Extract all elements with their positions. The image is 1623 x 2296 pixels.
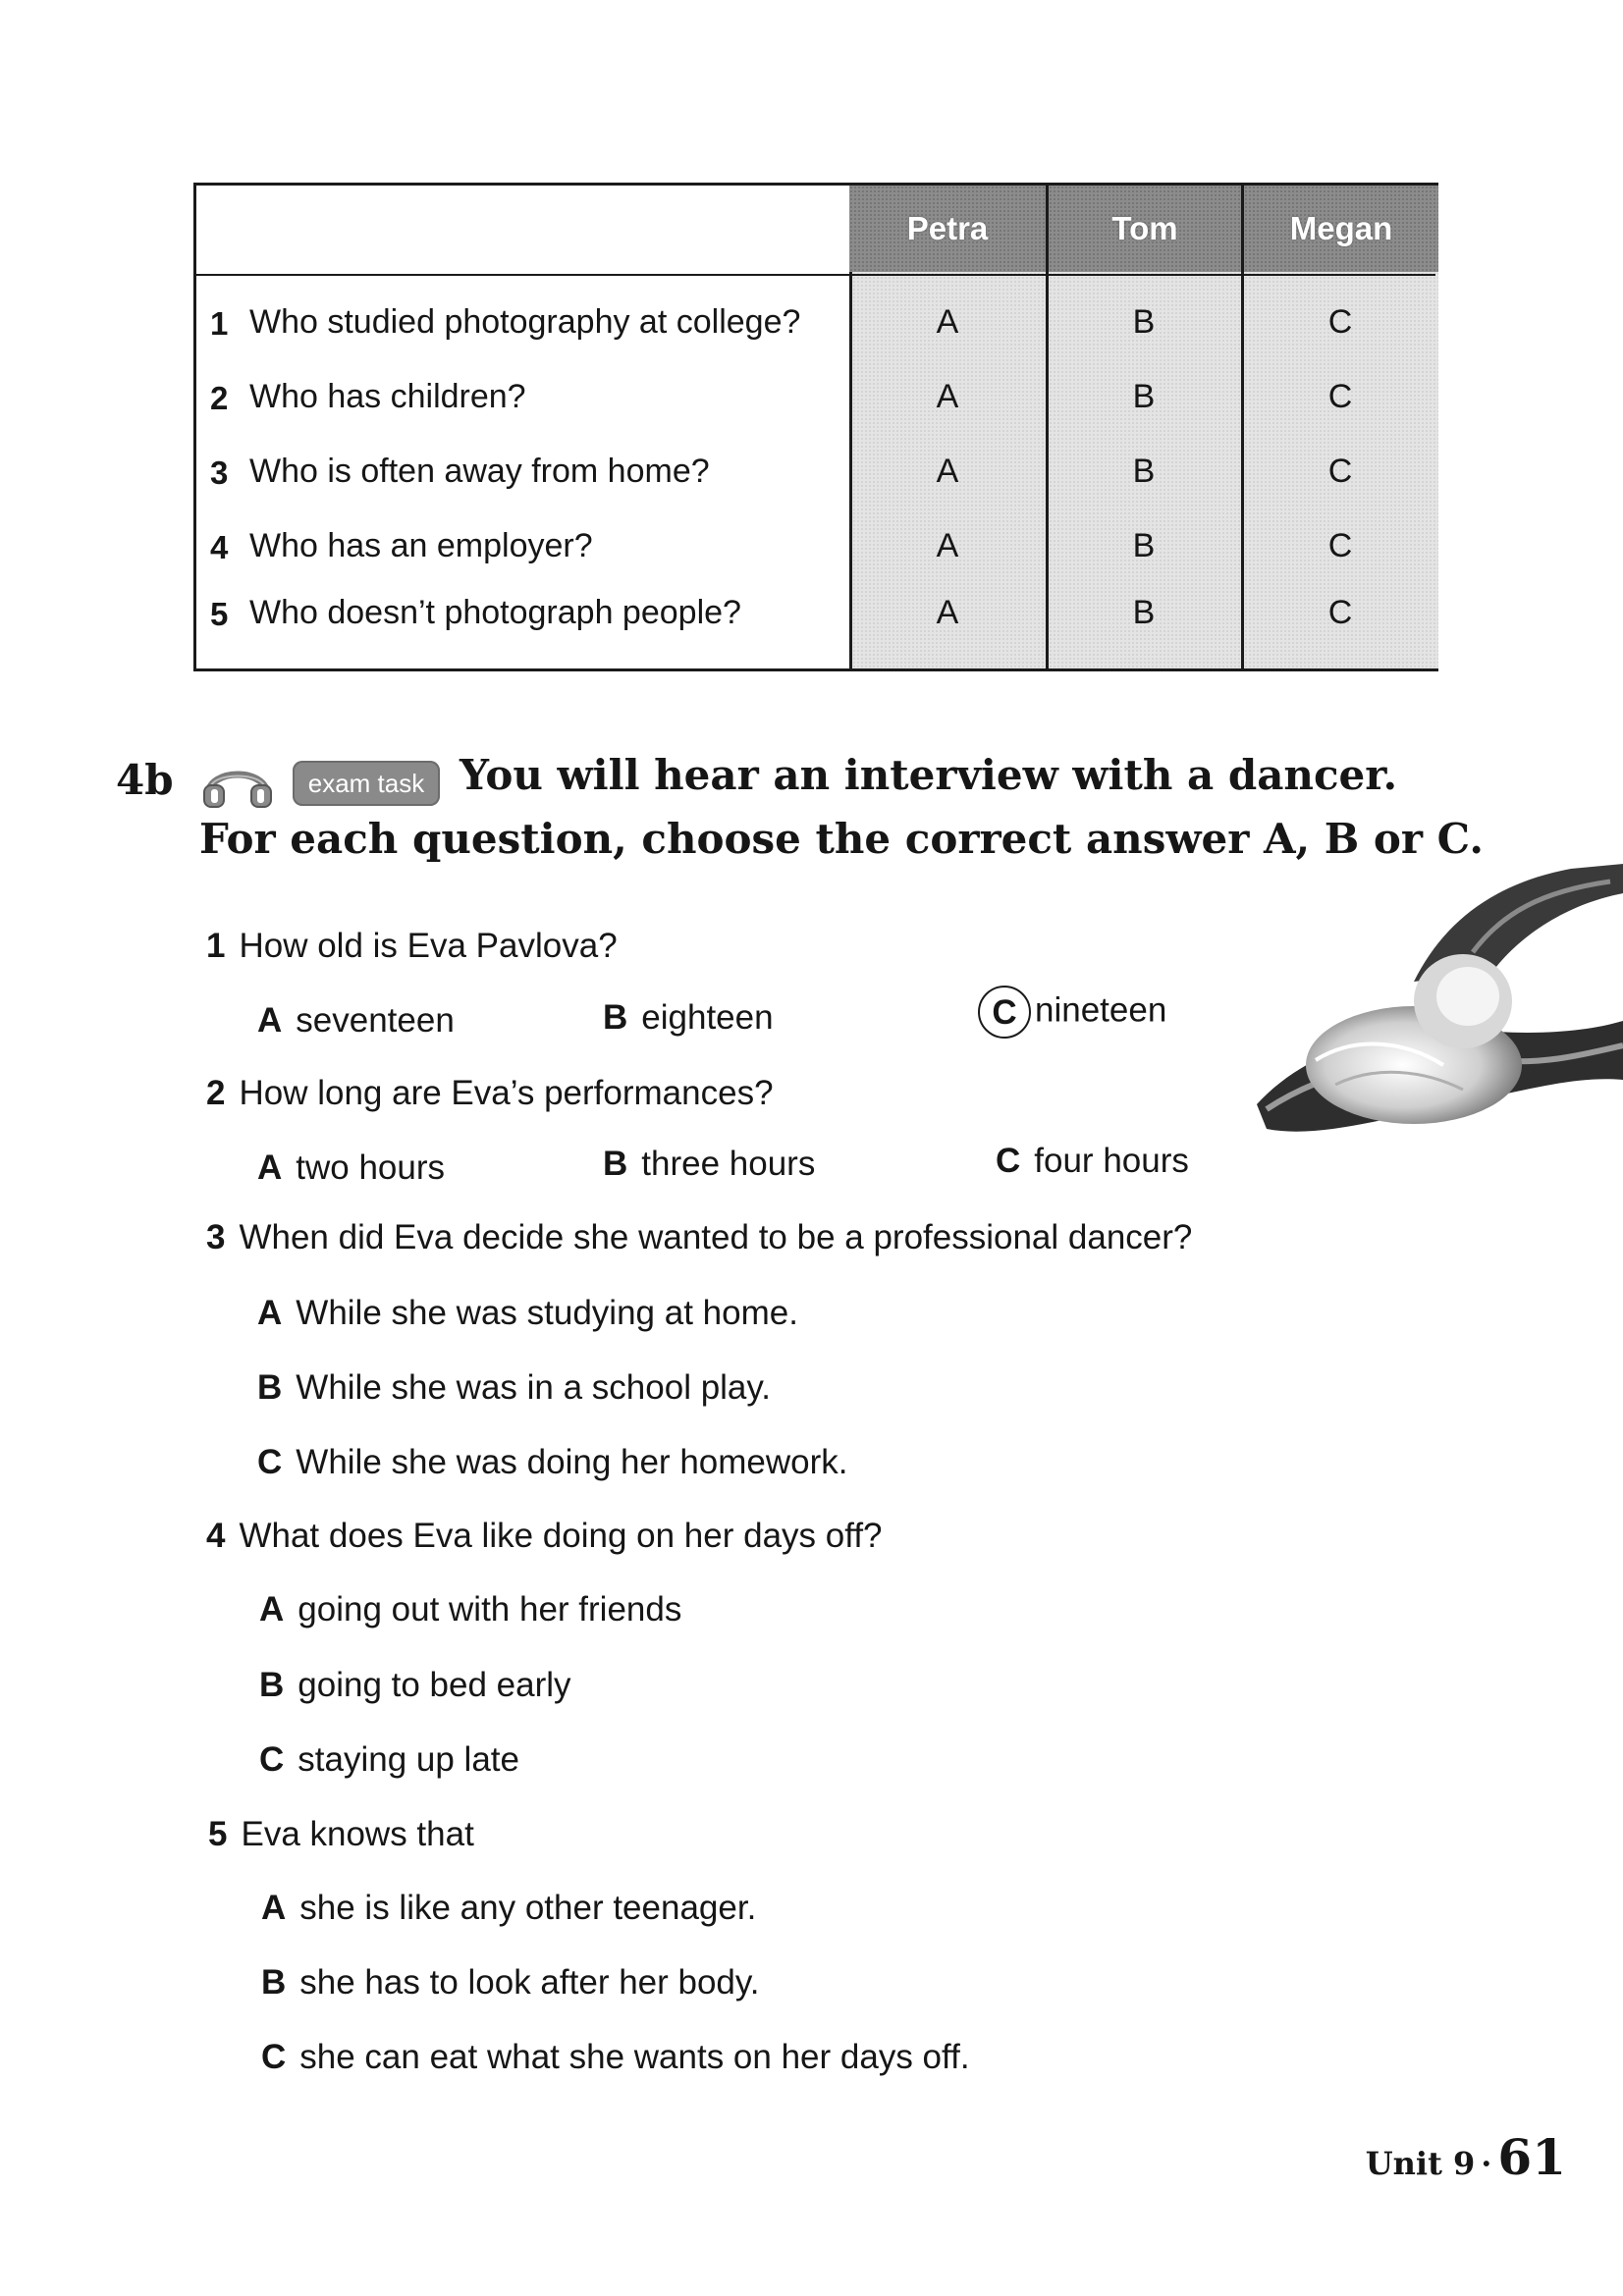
answer-letter: A [257,1294,283,1332]
row-question: Who studied photography at college? [249,303,801,341]
matching-table [193,183,1438,671]
question-3 [206,1218,1192,1257]
answer-letter: A [257,1001,283,1040]
question-5 [208,1815,474,1854]
question-4 [206,1517,883,1556]
answer-letter: B [603,998,628,1037]
answer-letter: B [259,1666,285,1704]
answer-letter: B [261,1963,287,2002]
question-1 [206,927,618,966]
question-text: How long are Eva’s performances? [239,1074,774,1112]
question-text: When did Eva decide she wanted to be a professional dancer? [239,1218,1193,1256]
answer-text: she can eat what she wants on her days off. [299,2038,970,2076]
answer-option[interactable] [257,1443,848,1482]
header-tom: Tom [1046,186,1241,272]
question-number: 3 [206,1218,226,1256]
section-number: 4b [116,756,174,804]
answer-text: seventeen [296,1001,455,1040]
answer-letter: B [257,1368,283,1407]
exam-task-badge: exam task [293,761,440,806]
answer-text: she is like any other teenager. [299,1889,757,1927]
row-number: 5 [210,596,229,632]
answer-text: two hours [296,1148,446,1187]
option-c[interactable]: C [1327,303,1353,341]
option-a[interactable]: A [936,594,959,631]
headphones-icon[interactable] [200,760,275,809]
answer-text: three hours [641,1145,816,1183]
answer-option[interactable] [257,1368,771,1408]
answer-text: going to bed early [298,1666,571,1704]
answer-option[interactable] [603,998,774,1038]
table-row [196,294,1435,356]
answer-option[interactable] [259,1740,519,1780]
option-c[interactable]: C [1327,453,1353,490]
instruction-line-1: You will hear an interview with a dancer. [460,751,1398,799]
row-question: Who doesn’t photograph people? [249,594,741,631]
answer-letter: B [603,1145,628,1183]
option-b[interactable]: B [1132,378,1156,415]
answer-option[interactable] [603,1145,815,1184]
table-row [196,443,1435,506]
answer-text: eighteen [641,998,774,1037]
row-question: Who has children? [249,378,526,415]
answer-option[interactable] [259,1590,681,1629]
row-number: 1 [210,305,229,342]
answer-letter: C [261,2038,287,2076]
answer-option[interactable] [257,1001,455,1041]
unit-label: Unit 9 [1365,2145,1476,2182]
option-c[interactable]: C [1327,378,1353,415]
instruction-line-2: For each question, choose the correct answer A, B or C. [199,815,1484,863]
answer-option[interactable] [257,1148,445,1188]
answer-option-selected[interactable] [978,986,1166,1039]
table-row [196,584,1435,647]
question-number: 4 [206,1517,226,1555]
page-footer [1366,2128,1566,2186]
answer-text: While she was studying at home. [296,1294,798,1332]
option-a[interactable]: A [936,303,959,341]
question-2 [206,1074,774,1113]
answer-option[interactable] [257,1294,798,1333]
option-c[interactable]: C [1327,594,1353,631]
option-b[interactable]: B [1132,527,1156,564]
question-text: What does Eva like doing on her days off? [239,1517,883,1555]
question-text: How old is Eva Pavlova? [239,927,618,965]
question-number: 5 [208,1815,228,1853]
option-b[interactable]: B [1132,594,1156,631]
answer-text: nineteen [1035,990,1167,1030]
answer-text: going out with her friends [298,1590,682,1629]
row-question: Who is often away from home? [249,453,710,490]
answer-text: While she was in a school play. [296,1368,772,1407]
table-row [196,517,1435,580]
answer-option[interactable] [259,1666,571,1705]
answer-text: staying up late [298,1740,519,1779]
answer-letter: A [259,1590,285,1629]
question-number: 1 [206,927,226,965]
answer-letter: C [257,1443,283,1481]
option-b[interactable]: B [1132,453,1156,490]
question-number: 2 [206,1074,226,1112]
option-b[interactable]: B [1132,303,1156,341]
option-a[interactable]: A [936,527,959,564]
answer-text: four hours [1034,1142,1189,1180]
option-c[interactable]: C [1327,527,1353,564]
answer-letter: A [257,1148,283,1187]
option-a[interactable]: A [936,378,959,415]
row-number: 2 [210,380,229,416]
separator-dot: · [1481,2145,1492,2182]
answer-option[interactable] [261,1963,760,2002]
circled-answer-letter: C [978,986,1031,1039]
row-number: 3 [210,454,229,491]
page-number: 61 [1497,2128,1566,2186]
dancer-photo [1247,864,1623,1148]
row-number: 4 [210,529,229,565]
answer-option[interactable] [996,1142,1189,1181]
answer-option[interactable] [261,1889,756,1928]
answer-letter: C [996,1142,1021,1180]
answer-text: she has to look after her body. [299,1963,760,2002]
answer-letter: A [261,1889,287,1927]
header-megan: Megan [1241,186,1438,272]
header-petra: Petra [849,186,1046,272]
option-a[interactable]: A [936,453,959,490]
table-row [196,368,1435,431]
answer-option[interactable] [261,2038,970,2077]
row-question: Who has an employer? [249,527,593,564]
answer-text: While she was doing her homework. [296,1443,848,1481]
question-text: Eva knows that [241,1815,474,1853]
answer-letter: C [259,1740,285,1779]
